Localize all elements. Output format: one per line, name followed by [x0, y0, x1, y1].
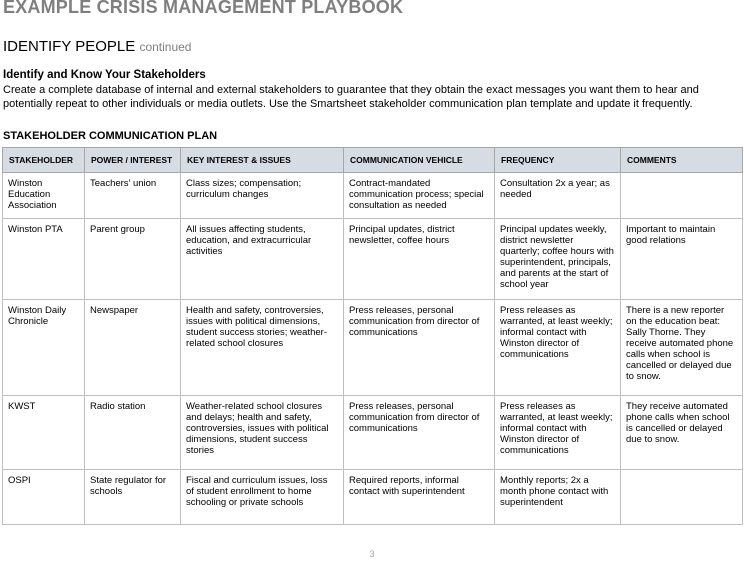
section-title — [3, 38, 191, 55]
cell-stakeholder: Winston Education Association — [3, 173, 85, 219]
cell-stakeholder: KWST — [3, 396, 85, 470]
table-row — [3, 300, 743, 396]
cell-frequency: Consultation 2x a year; as needed — [495, 173, 621, 219]
cell-stakeholder: Winston PTA — [3, 219, 85, 300]
subheading: Identify and Know Your Stakeholders — [3, 69, 206, 81]
cell-key-interest: Class sizes; compensation; curriculum changes — [181, 173, 344, 219]
cell-communication-vehicle: Required reports, informal contact with superintendent — [344, 470, 495, 525]
cell-power-interest: Teachers’ union — [85, 173, 181, 219]
cell-comments: There is a new reporter on the education beat: Sally Thorne. They receive automated phone calls when school is cancelled or delayed due to snow. — [621, 300, 743, 396]
stakeholder-table — [2, 147, 743, 525]
cell-communication-vehicle: Press releases, personal communication from director of communications — [344, 396, 495, 470]
header-key-interest: KEY INTEREST & ISSUES — [181, 148, 344, 173]
cell-power-interest: Radio station — [85, 396, 181, 470]
cell-comments — [621, 173, 743, 219]
cell-communication-vehicle: Contract-mandated communication process; special consultation as needed — [344, 173, 495, 219]
table-row — [3, 173, 743, 219]
cell-frequency: Press releases as warranted, at least weekly; informal contact with Winston director of communications — [495, 300, 621, 396]
plan-title: STAKEHOLDER COMMUNICATION PLAN — [3, 130, 218, 142]
header-frequency: FREQUENCY — [495, 148, 621, 173]
cell-stakeholder: OSPI — [3, 470, 85, 525]
cell-power-interest: Newspaper — [85, 300, 181, 396]
header-power-interest: POWER / INTEREST — [85, 148, 181, 173]
cell-communication-vehicle: Principal updates, district newsletter, coffee hours — [344, 219, 495, 300]
cell-frequency: Press releases as warranted, at least weekly; informal contact with Winston director of communications — [495, 396, 621, 470]
intro-paragraph: Create a complete database of internal and external stakeholders to guarantee that they obtain the exact messages you want them to hear and potentially repeat to other individuals or media outlets. Use the Smartsheet stakeholder communication plan template and update it frequently. — [3, 84, 699, 110]
header-communication-vehicle: COMMUNICATION VEHICLE — [344, 148, 495, 173]
cell-comments: They receive automated phone calls when school is cancelled or delayed due to snow. — [621, 396, 743, 470]
table-header-row — [3, 148, 743, 173]
cell-key-interest: Health and safety, controversies, issues with political dimensions, student success stories; weather-related school closures — [181, 300, 344, 396]
cell-communication-vehicle: Press releases, personal communication from director of communications — [344, 300, 495, 396]
section-title-suffix: continued — [139, 40, 192, 54]
header-stakeholder: STAKEHOLDER — [3, 148, 85, 173]
section-title-text: IDENTIFY PEOPLE — [3, 38, 136, 55]
cell-comments: Important to maintain good relations — [621, 219, 743, 300]
cell-key-interest: Fiscal and curriculum issues, loss of student enrollment to home schooling or private schools — [181, 470, 344, 525]
cell-power-interest: State regulator for schools — [85, 470, 181, 525]
cell-key-interest: All issues affecting students, education, and extracurricular activities — [181, 219, 344, 300]
cell-power-interest: Parent group — [85, 219, 181, 300]
table-row — [3, 396, 743, 470]
document-title: EXAMPLE CRISIS MANAGEMENT PLAYBOOK — [3, 0, 404, 17]
page-number: 3 — [369, 549, 375, 559]
cell-frequency: Principal updates weekly, district newsletter quarterly; coffee hours with superintendent, principals, and parents at the start of school year — [495, 219, 621, 300]
table-row — [3, 219, 743, 300]
table-row — [3, 470, 743, 525]
cell-comments — [621, 470, 743, 525]
cell-key-interest: Weather-related school closures and delays; health and safety, controversies, issues with political dimensions, student success stories — [181, 396, 344, 470]
cell-stakeholder: Winston Daily Chronicle — [3, 300, 85, 396]
header-comments: COMMENTS — [621, 148, 743, 173]
cell-frequency: Monthly reports; 2x a month phone contact with superintendent — [495, 470, 621, 525]
